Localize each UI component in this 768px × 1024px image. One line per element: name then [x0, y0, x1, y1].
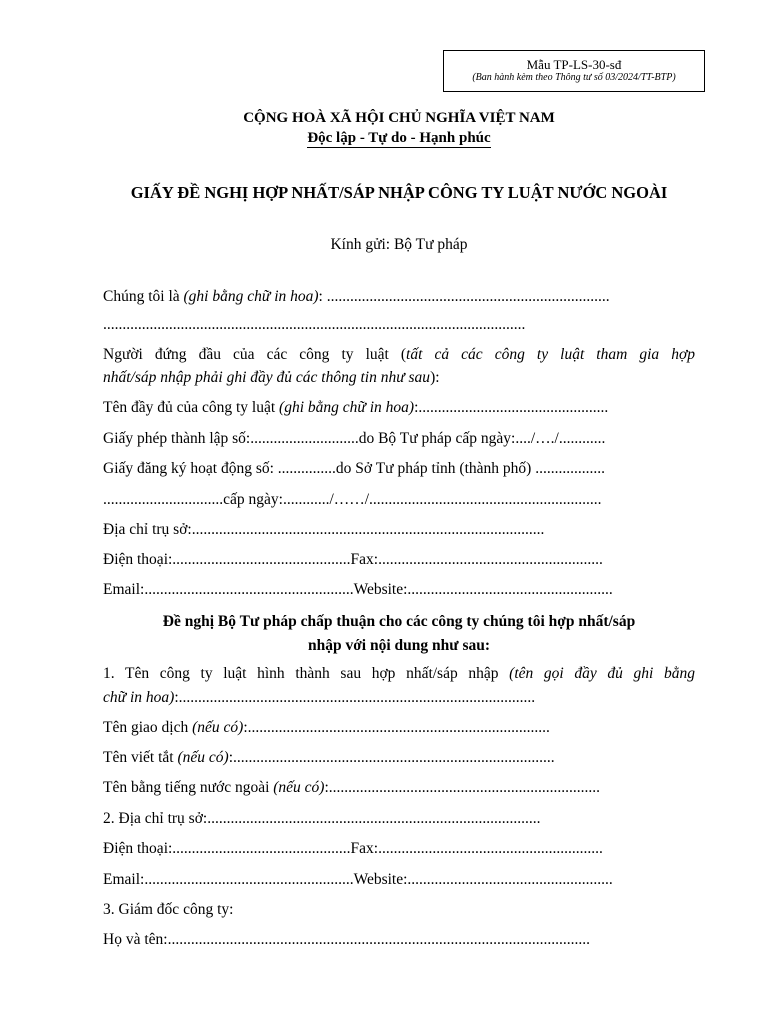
request-paragraph: [103, 610, 695, 658]
registration-line[interactable]: Giấy đăng ký hoạt động số: ...............do Sở Tư pháp tỉnh (thành phố) ..................: [103, 460, 605, 477]
nation-heading: CỘNG HOÀ XÃ HỘI CHỦ NGHĨA VIỆT NAM: [243, 110, 555, 126]
request-line-2: nhập với nội dung như sau:: [307, 637, 491, 654]
abbr-hint: (nếu có): [177, 749, 229, 766]
head-line-1: [103, 345, 695, 365]
license-line[interactable]: Giấy phép thành lập số:............................do Bộ Tư pháp cấp ngày:..../…./............: [103, 430, 606, 447]
section1-dots: :............................................................................................: [174, 689, 536, 706]
section2-phone-fax-line[interactable]: Điện thoại:..............................................Fax:..........................................................: [103, 840, 603, 857]
issued-date-line[interactable]: ...............................cấp ngày:............/……/............................................................: [103, 491, 602, 508]
request-line-1: Đề nghị Bộ Tư pháp chấp thuận cho các công ty chúng tôi hợp nhất/sáp: [162, 613, 636, 630]
head-hint-2: nhất/sáp nhập phải ghi đầy đủ các thông tin như sau: [103, 369, 431, 386]
form-issued-note: (Ban hành kèm theo Thông tư số 03/2024/TT-BTP): [472, 72, 676, 83]
head-hint-1: tất cả các công ty luật tham gia hợp: [406, 346, 695, 363]
we-are-dots: : .........................................................................: [318, 288, 610, 305]
foreign-label: Tên bằng tiếng nước ngoài: [103, 779, 274, 796]
address-line[interactable]: Địa chỉ trụ sở:...........................................................................................: [103, 521, 545, 538]
section3-heading: 3. Giám đốc công ty:: [103, 901, 234, 918]
motto: Độc lập - Tự do - Hạnh phúc: [307, 130, 491, 146]
head-end: ):: [430, 369, 440, 386]
foreign-name-line[interactable]: [103, 778, 695, 798]
foreign-hint: (nếu có): [273, 779, 325, 796]
we-are-hint: (ghi bằng chữ in hoa): [183, 288, 319, 305]
recipient: Kính gửi: Bộ Tư pháp: [330, 236, 468, 253]
document-title: GIẤY ĐỀ NGHỊ HỢP NHẤT/SÁP NHẬP CÔNG TY LUẬT NƯỚC NGOÀI: [130, 183, 668, 202]
section2-address-line[interactable]: 2. Địa chỉ trụ sở:......................................................................................: [103, 810, 541, 827]
section2-email-website-line[interactable]: Email:......................................................Website:.....................................................: [103, 871, 613, 888]
section1-line-1: [103, 664, 695, 684]
we-are-line[interactable]: [103, 287, 695, 307]
fullname-line[interactable]: [103, 398, 695, 418]
form-code-box: [443, 50, 705, 92]
trade-dots: :..............................................................................: [243, 719, 550, 736]
abbr-name-line[interactable]: [103, 748, 695, 768]
we-are-line-2[interactable]: .............................................................................................................: [103, 316, 526, 333]
fullname-label: Tên đầy đủ của công ty luật: [103, 399, 280, 416]
head-line-2: [103, 368, 695, 388]
we-are-label: Chúng tôi là: [103, 288, 184, 305]
abbr-label: Tên viết tắt: [103, 749, 178, 766]
section1-hint-2: chữ in hoa): [103, 689, 175, 706]
form-code: Mẫu TP-LS-30-sđ: [526, 57, 622, 72]
motto-wrap: [0, 129, 768, 147]
trade-label: Tên giao dịch: [103, 719, 193, 736]
section1-line-2[interactable]: [103, 688, 695, 708]
fullname-hint: (ghi bằng chữ in hoa): [279, 399, 415, 416]
trade-name-line[interactable]: [103, 718, 695, 738]
trade-hint: (nếu có): [192, 719, 244, 736]
section1-label: 1. Tên công ty luật hình thành sau hợp nhất/sáp nhập: [103, 665, 510, 682]
foreign-dots: :......................................................................: [324, 779, 601, 796]
head-label: Người đứng đầu của các công ty luật (: [103, 346, 407, 363]
phone-fax-line[interactable]: Điện thoại:..............................................Fax:..........................................................: [103, 551, 603, 568]
section1-hint-1: (tên gọi đầy đủ ghi bằng: [509, 665, 695, 682]
email-website-line[interactable]: Email:......................................................Website:.....................................................: [103, 581, 613, 598]
abbr-dots: :...................................................................................: [228, 749, 555, 766]
fullname-dots: :.................................................: [414, 399, 609, 416]
director-name-line[interactable]: Họ và tên:.............................................................................................................: [103, 931, 590, 948]
